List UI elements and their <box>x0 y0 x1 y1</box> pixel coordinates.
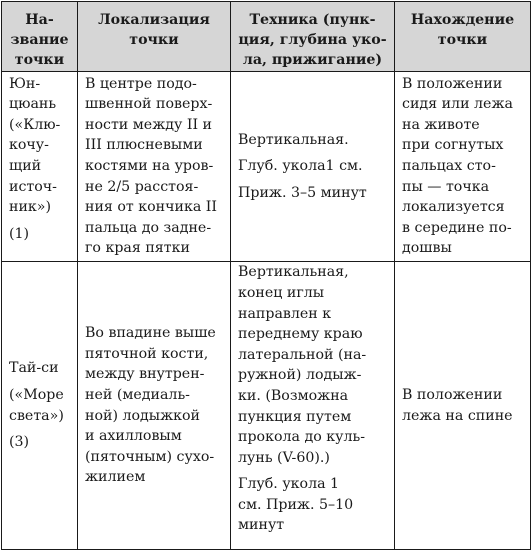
text-line: локализуется <box>402 199 505 216</box>
text-line: ней (медиаль- <box>85 387 190 404</box>
text-line: (пяточным) сухо- <box>85 448 215 465</box>
header-row <box>2 2 531 72</box>
text-line: дошвы <box>402 240 452 257</box>
header-text-line: точки <box>14 52 65 69</box>
text-line: сидя или лежа <box>402 96 513 113</box>
text-line: (1) <box>9 225 30 242</box>
localization-cell <box>78 262 231 550</box>
table-row <box>2 262 531 550</box>
text-line: («Море <box>9 387 64 404</box>
point-name-cell <box>2 71 78 262</box>
text-line: Вертикальная. <box>238 131 349 148</box>
technique-cell <box>231 71 395 262</box>
text-line: ник») <box>9 199 51 216</box>
text-line: пяточной кости, <box>85 345 209 362</box>
text-line: костями на уров- <box>85 157 214 174</box>
text-line: конец иглы <box>238 284 325 301</box>
header-text-line: Нахождение <box>410 12 515 28</box>
point-location-cell <box>395 262 531 550</box>
point-name-block <box>9 358 74 379</box>
header-text-line: точки <box>437 32 488 49</box>
text-line: В положении <box>402 387 503 404</box>
point-name-cell <box>2 262 78 550</box>
header-text-line: точки <box>129 32 179 49</box>
header-text-line: ция, глубина уко- <box>238 32 387 49</box>
text-line: пы — точка <box>402 178 490 195</box>
text-line: В центре подо- <box>85 75 197 92</box>
text-line: Приж. 3–5 минут <box>238 184 367 201</box>
text-line: см. Приж. 5–10 <box>238 496 354 513</box>
text-line: в середине по- <box>402 219 512 236</box>
text-line: латеральной (на- <box>238 346 367 363</box>
text-line: прокола до куль- <box>238 429 366 446</box>
text-line: ки. (Возможна <box>238 387 349 404</box>
text-line: щий <box>9 157 42 174</box>
point-number-block <box>9 432 74 453</box>
text-line: между внутрен- <box>85 366 205 383</box>
text-line: жилием <box>85 469 146 486</box>
header-text-line: Локализация <box>98 12 210 28</box>
text-line: ности между II и <box>85 116 213 133</box>
text-line: цюань <box>9 96 57 113</box>
text-line: переднему краю <box>238 326 363 343</box>
text-line: В положении <box>402 75 503 92</box>
text-line: Вертикальная, <box>238 264 349 281</box>
table-row <box>2 71 531 262</box>
text-line: при согнутых <box>402 137 504 154</box>
text-line: минут <box>238 517 285 534</box>
text-line: III плюсневыми <box>85 137 203 154</box>
text-line: Глуб. укола1 см. <box>238 158 363 175</box>
text-line: Глуб. укола 1 <box>238 476 340 493</box>
text-line: ной) лодыжкой <box>85 407 200 424</box>
text-line: света») <box>9 407 64 424</box>
header-technique <box>231 2 395 72</box>
text-line: лежа на спине <box>402 407 513 424</box>
header-text-line: звание <box>10 32 69 49</box>
text-line: источ- <box>9 178 57 195</box>
point-location-cell <box>395 71 531 262</box>
text-line: Во впадине выше <box>85 325 216 342</box>
localization-cell <box>78 71 231 262</box>
header-localization <box>78 2 231 72</box>
point-name-block <box>9 74 74 218</box>
header-point-name <box>2 2 78 72</box>
acupoints-table <box>1 1 531 550</box>
text-line: не 2/5 расстоя- <box>85 178 199 195</box>
text-line: на животе <box>402 116 480 133</box>
header-text-line: ла, прижигание) <box>242 52 383 69</box>
text-line: пальцах сто- <box>402 157 496 174</box>
text-line: ружной) лодыж- <box>238 367 362 384</box>
header-text-line: На- <box>25 12 54 28</box>
text-line: кочу- <box>9 137 49 154</box>
text-line: швенной поверх- <box>85 96 213 113</box>
text-line: пункция путем <box>238 408 352 425</box>
header-point-location <box>395 2 531 72</box>
text-line: и ахилловым <box>85 428 182 445</box>
technique-cell <box>231 262 395 550</box>
text-line: лунь (V-60).) <box>238 449 330 466</box>
text-line: направлен к <box>238 305 332 322</box>
text-line: пальца до задне- <box>85 219 212 236</box>
text-line: ния от кончика II <box>85 199 218 216</box>
point-number-block <box>9 224 74 245</box>
text-line: (3) <box>9 434 30 451</box>
text-line: Тай-си <box>9 360 59 377</box>
text-line: го края пятки <box>85 240 190 257</box>
header-text-line: Техника (пунк- <box>249 12 376 28</box>
point-name-block <box>9 385 74 426</box>
text-line: Юн- <box>9 75 41 92</box>
text-line: («Клю- <box>9 116 61 133</box>
